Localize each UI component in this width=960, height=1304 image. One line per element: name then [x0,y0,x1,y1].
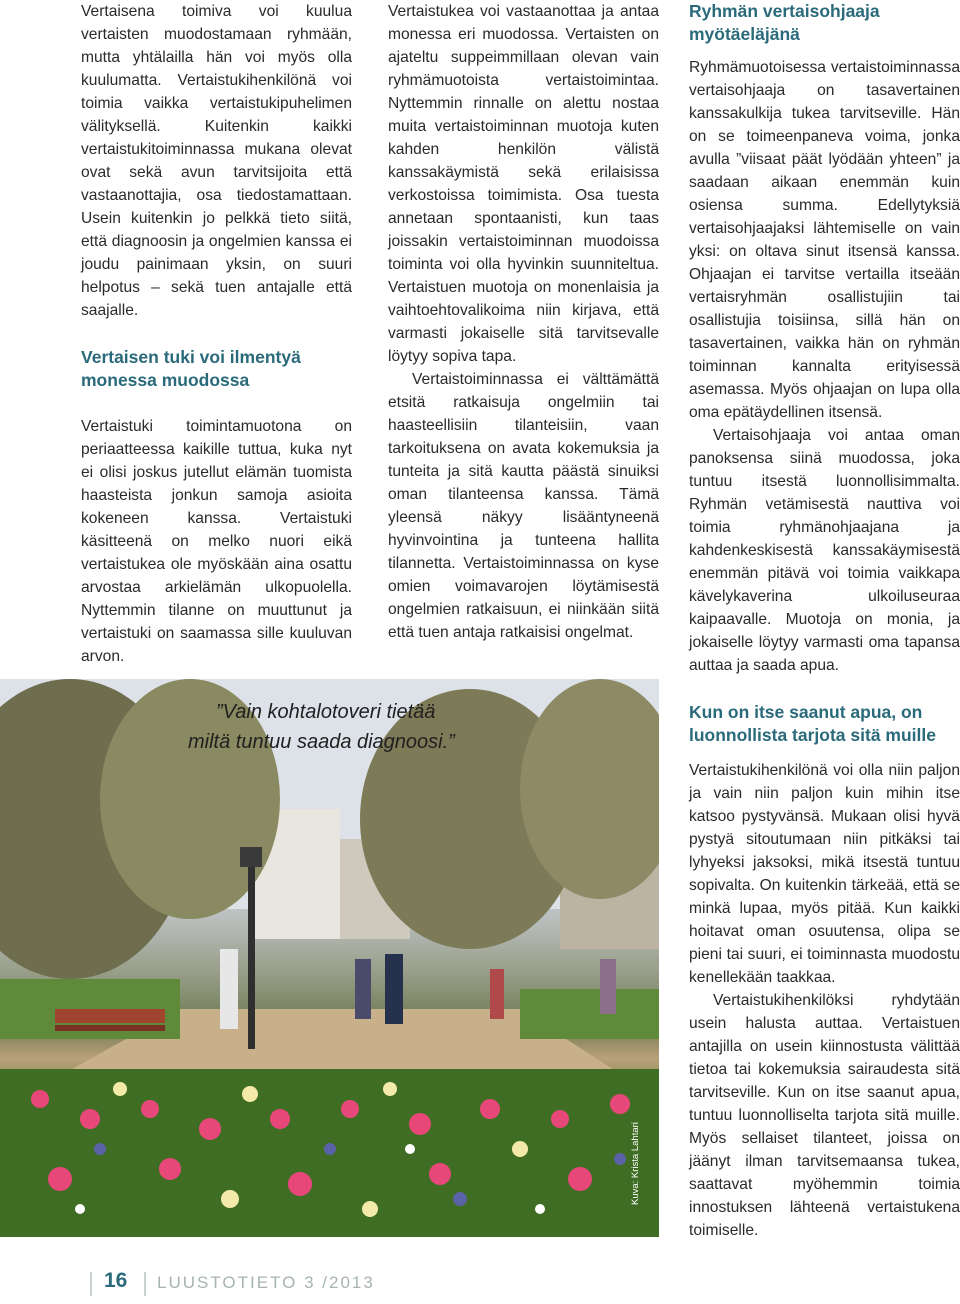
section-heading: Vertaisen tuki voi ilmentyä monessa muodossa [81,347,301,390]
paragraph: Vertaistoiminnassa ei välttämättä etsitä ratkaisuja ongelmiin tai haasteellisiin tilanteisiin, vaan tarkoituksena on avata kokemuksia ja tunteita ja sitä kautta päästä sinuiksi oman tilanteensa kanssa. Tämä yleensä näkyy lisääntyneenä hyvinvointina ja tunteena hallita tilannetta. Vertaistoiminnassa on kyse omien voimavarojen löytämisestä ongelmien ratkaisuun, ei niinkään siitä että tuen antaja ratkaisisi ongelmat. [388,371,659,641]
paragraph: Vertaistukea voi vastaanottaa ja antaa monessa eri muodossa. Vertaisten on ajateltu suppeimmillaan olevan vain ryhmämuotoista vertaistoimintaa. Nyttemmin rinnalle on alettu nostaa muita vertaistoiminnan muotoja kuten kahden henkilön välistä kanssakäymistä sekä erilaisissa verkostoissa toimimista. Osa tuesta annetaan spontaanisti, kun taas joissakin vertaistoiminnan muodoissa toiminta voi olla hyvinkin suunniteltua. Vertaistuen muotoja on monenlaisia ja vaihtoehtovalikoima niin kirjava, että varmasti jokaiselle sitä tarvitsevalle löytyy sopiva tapa. [388,3,659,365]
section-heading: Ryhmän vertaisohjaaja myötäeläjänä [689,1,880,44]
park-photo-illustration [0,679,659,1237]
photo-credit: Kuva: Krista Lahtari [630,1122,641,1205]
paragraph: Ryhmämuotoisessa vertaistoiminnassa vertaisohjaaja on tasavertainen kanssakulkija tukea tarvitseville. Hän on se toimeenpaneva voima, jonka avulla ”viisaat päät lyödään yhteen” ja saadaan aikaan enemmän kuin osiensa summa. Edellytyksiä vertaisohjaajaksi lähtemiselle on vain yksi: on oltava sinut itsensä kanssa. Ohjaajan ei tarvitse vertailla itseään vertaisryhmän osallistujiin tai osallistujia toisiinsa, sillä hän on tasavertainen, vaikka hän on ryhmän toiminnan kannalta erityisessä asemassa. Myös ohjaajan on lupa olla oma epätäydellinen itsensä. [689,59,960,421]
paragraph: Vertaisohjaaja voi antaa oman panoksensa siinä muodossa, joka tuntuu itsestä luonnollisimmalta. Ryhmän vetämisestä nauttiva voi toimia ryhmänohjaajana ja kahdenkeskisestä kanssakäymisestä enemmän pitävä voi toimia vaikkapa kävelykaverina ulkoiluseuraa kaipaavalle. Muotoja on monia, ja jokaiselle löytyy varmasti oma tapansa auttaa ja saada apua. [689,427,960,674]
paragraph: Vertaistukihenkilöksi ryhdytään usein halusta auttaa. Vertaistuen antajilla on usein kiinnostusta välittää tietoa tai kokemuksia sairaudesta sitä tarvitseville. Kun on itse saanut apua, tuntuu luonnolliselta tarjota sitä muille. Myös sellaiset tilanteet, joissa on jäänyt ilman tarvitsemaansa tukea, saattavat myöhemmin toimia innostuksen lähteenä vertaistukena toimiselle. [689,992,960,1239]
footer-divider [144,1272,146,1296]
article-column-2 [388,0,659,644]
park-photo [0,679,659,1237]
section-heading: Kun on itse saanut apua, on luonnollista tarjota sitä muille [689,702,936,745]
magazine-title: LUUSTOTIETO 3 /2013 [157,1273,375,1292]
footer-divider [90,1272,92,1296]
article-column-1 [81,0,352,668]
pull-quote-line-2: miltä tuntuu saada diagnoosi.” [188,731,455,753]
page-number: 16 [104,1269,128,1292]
paragraph: Vertaistukihenkilönä voi olla niin paljon ja vain niin paljon kuin mihin itse katsoo pystyvänsä. Mukaan olisi hyvä pystyä sitoutumaan niin pitkäksi tai lyhyeksi jaksoksi, mikä itsestä tuntuu sopivalta. On kuitenkin tärkeää, että se minkä lupaa, myös pitää. Kun kaikki hoitavat oman osuutensa, olipa se pieni tai suuri, ei toiminnasta muodostu kenellekään taakkaa. [689,762,960,986]
article-column-3 [689,0,960,677]
pull-quote [188,697,518,757]
paragraph: Vertaistuki toimintamuotona on periaatteessa kaikille tuttua, kuka nyt ei olisi joskus jutellut elämän tuomista haasteista jonkun samoja asioita kokeneen kanssa. Vertaistuki käsitteenä on melko nuori eikä vertaistukea ole myöskään aina osattu arvostaa arkielämän ulkopuolella. Nyttemmin tilanne on muuttunut ja vertaistuki on saamassa sille kuuluvan arvon. [81,418,352,665]
pull-quote-line-1: ”Vain kohtalotoveri tietää [216,701,436,723]
article-column-3-lower [689,701,960,1242]
paragraph: Vertaisena toimiva voi kuulua vertaisten muodostamaan ryhmään, mutta yhtälailla hän voi myös olla kuulumatta. Vertaistukihenkilönä voi toimia vaikka vertaistukipuhelimen välityksellä. Kuitenkin kaikki vertaistukitoiminnassa mukana olevat ovat sekä avun tarvitsijoita että vastaanottajia, osa tiedostamattaan. Usein kuitenkin jo pelkkä tieto siitä, että diagnoosin ja ongelmien kanssa ei joudu painimaan yksin, on suuri helpotus – sekä tuen antajalle että saajalle. [81,3,352,319]
